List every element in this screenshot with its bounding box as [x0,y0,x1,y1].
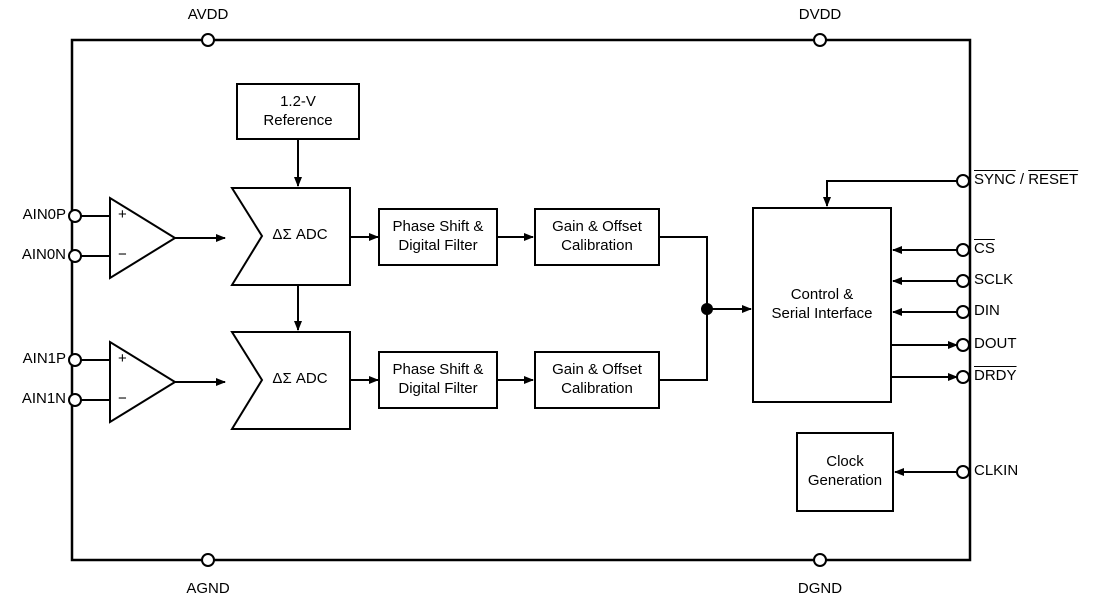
pga0-plus-sign: + [118,206,127,223]
pin-label-sync-reset: SYNC / RESET [974,171,1079,188]
block-filter0-line2: Digital Filter [398,237,478,254]
block-calibration1 [534,351,660,409]
block-calibration0-line2: Calibration [561,237,633,254]
block-reference [236,83,360,140]
pin-label-drdy: DRDY [974,367,1017,384]
pin-label-avdd: AVDD [187,6,229,23]
pin-label-ain0n: AIN0N [21,246,66,263]
block-calibration0 [534,208,660,266]
block-adc1-label: ΔΣ ADC [272,370,328,387]
pin-label-cs: $\overline{CS}$ [974,240,995,257]
pin-label-agnd: AGND [186,580,230,597]
pga1-minus-sign: − [118,390,127,407]
block-control-line2: Serial Interface [771,305,873,322]
block-calibration1-line1: Gain & Offset [552,361,642,379]
pin-label-clkin: CLKIN [974,462,1019,479]
block-clock-generation [796,432,894,512]
block-reference-line2: Reference [263,111,333,129]
pga1-plus-sign: + [118,350,127,367]
block-adc0-label: ΔΣ ADC [272,226,328,243]
block-calibration1-line2: Calibration [561,380,633,397]
pin-label-ain1n: AIN1N [21,390,66,407]
pin-label-dgnd: DGND [797,580,843,597]
block-filter1-line1: Phase Shift & [392,361,484,379]
pin-label-ain0p: AIN0P [22,206,66,223]
pin-label-sclk: SCLK [974,271,1014,288]
block-control-serial-interface [752,207,892,403]
pin-label-dvdd: DVDD [798,6,842,23]
block-clock-line1: Clock [826,453,864,471]
pin-label-ain1p: AIN1P [22,350,66,367]
block-filter1 [378,351,498,409]
pin-label-din: DIN [974,302,1000,319]
pga0-minus-sign: − [118,246,127,263]
block-control-line1: Control & [790,286,854,304]
pin-label-dout: DOUT [974,335,1017,352]
block-clock-line2: Generation [807,472,883,489]
block-filter0-line1: Phase Shift & [392,218,484,236]
block-filter0 [378,208,498,266]
block-filter1-line2: Digital Filter [398,380,478,397]
block-reference-line1: 1.2-V [280,92,316,110]
block-calibration0-line1: Gain & Offset [552,218,642,236]
